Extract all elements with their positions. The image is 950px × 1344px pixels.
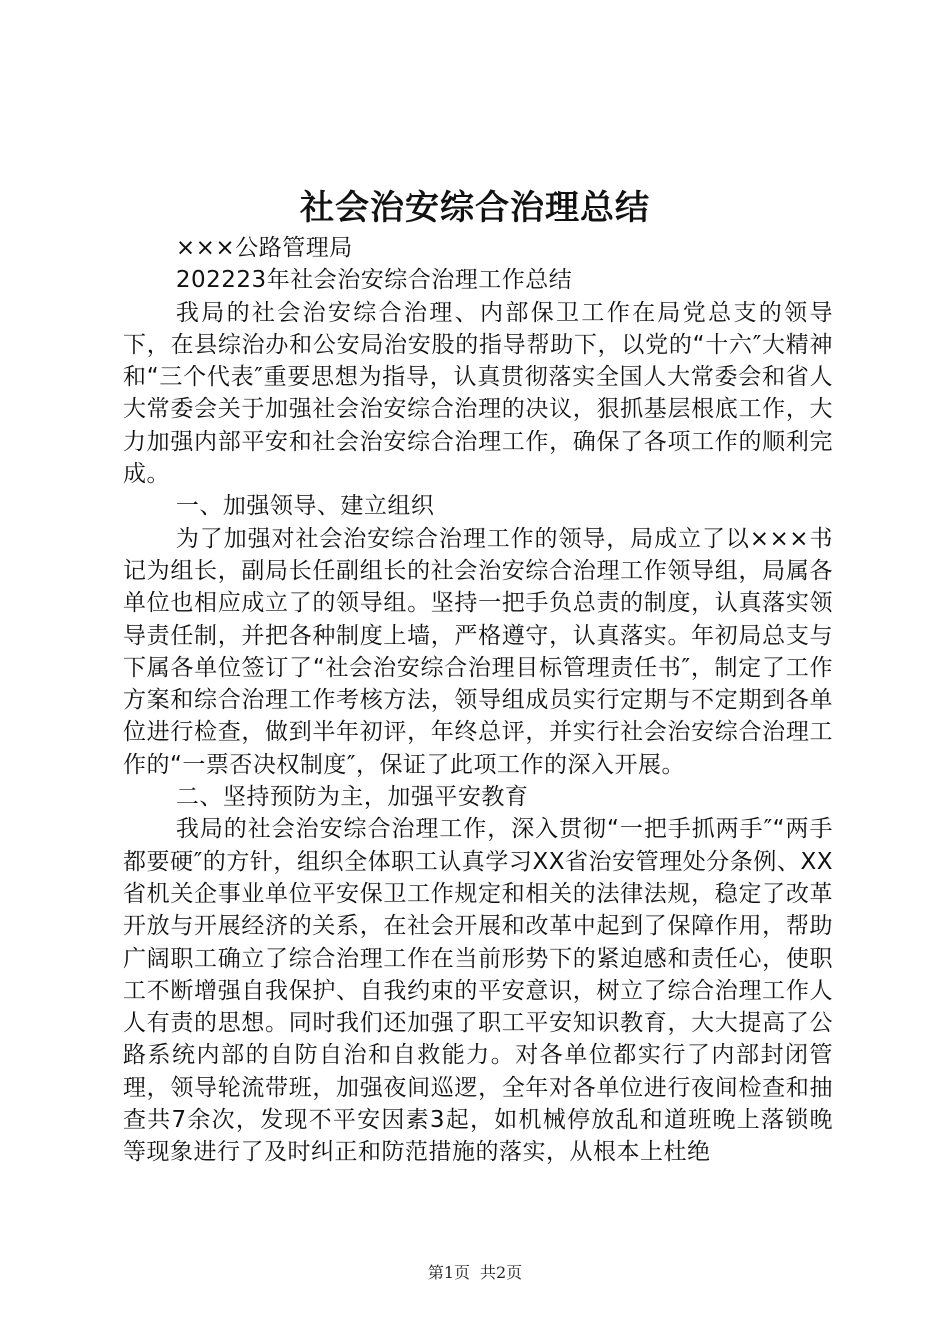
- section-heading-1: 一、加强领导、建立组织: [175, 493, 435, 520]
- document-body: [123, 232, 833, 1169]
- organization-line: ×××公路管理局: [175, 235, 353, 261]
- section-1-paragraph: 为了加强对社会治安综合治理工作的领导，局成立了以×××书记为组长，副局长任副组长的社会治安综合治理工作领导组，局属各单位也相应成立了的领导组。坚持一把手负总责的制度，认真落实领导责任制，并把各种制度上墙，严格遵守，认真落实。年初局总支与下属各单位签订了“社会治安综合治理目标管理责任书″，制定了工作方案和综合治理工作考核方法，领导组成员实行定期与不定期到各单位进行检查，做到半年初评，年终总评，并实行社会治安综合治理工作的“一票否决权制度″，保证了此项工作的深入开展。: [123, 525, 833, 778]
- section-heading-2: 二、坚持预防为主，加强平安教育: [175, 784, 529, 811]
- page-number: 第1页: [427, 1263, 470, 1282]
- section-2-paragraph: 我局的社会治安综合治理工作，深入贯彻“一把手抓两手″“两手都要硬″的方针，组织全体职工认真学习XX省治安管理处分条例、XX省机关企事业单位平安保卫工作规定和相关的法律法规，稳定了改革开放与开展经济的关系，在社会开展和改革中起到了保障作用，帮助广阔职工确立了综合治理工作在当前形势下的紧迫感和责任心，使职工不断增强自我保护、自我约束的平安意识，树立了综合治理工作人人有责的思想。同时我们还加强了职工平安知识教育，大大提高了公路系统内部的自防自治和自救能力。对各单位都实行了内部封闭管理，领导轮流带班，加强夜间巡逻，全年对各单位进行夜间检查和抽查共7余次，发现不平安因素3起，如机械停放乱和道班晚上落锁晚等现象进行了及时纠正和防范措施的落实，从根本上杜绝: [123, 816, 833, 1166]
- report-subtitle: 202223年社会治安综合治理工作总结: [175, 267, 573, 294]
- page-footer: [0, 1262, 950, 1284]
- intro-paragraph: 我局的社会治安综合治理、内部保卫工作在局党总支的领导下，在县综治办和公安局治安股的指导帮助下，以党的“十六″大精神和“三个代表″重要思想为指导，认真贯彻落实全国人大常委会和省人大常委会关于加强社会治安综合治理的决议，狠抓基层根底工作，大力加强内部平安和社会治安综合治理工作，确保了各项工作的顺利完成。: [123, 299, 833, 488]
- document-title: 社会治安综合治理总结: [300, 188, 650, 228]
- page-total: 共2页: [480, 1263, 523, 1282]
